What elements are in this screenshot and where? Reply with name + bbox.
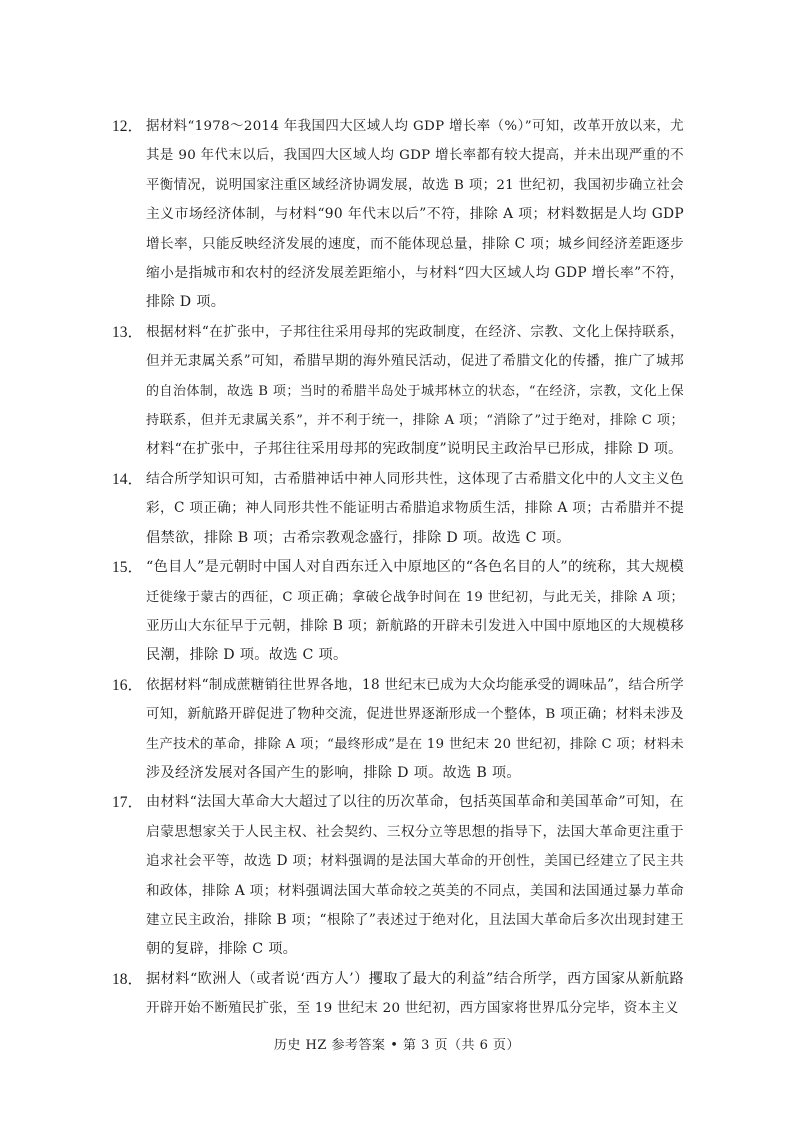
answer-line: 由材料“法国大革命大大超过了以往的历次革命，包括英国革命和美国革命”可知，在 bbox=[146, 794, 684, 811]
answer-line: 亚历山大东征早于元朝，排除 B 项；新航路的开辟未引发进入中国中原地区的大规模移 bbox=[146, 617, 684, 634]
answer-line: 生产技术的革命，排除 A 项；“最终形成”是在 19 世纪末 20 世纪初，排除 C 项；材料未 bbox=[146, 736, 684, 752]
answer-text bbox=[146, 112, 684, 318]
answer-line: 民潮，排除 D 项。故选 C 项。 bbox=[146, 647, 348, 664]
answer-line: 缩小是指城市和农村的经济发展差距缩小，与材料“四大区域人均 GDP 增长率”不符， bbox=[146, 265, 684, 282]
page-footer: 历史 HZ 参考答案 • 第 3 页（共 6 页） bbox=[273, 1038, 521, 1053]
answer-number: 14． bbox=[112, 470, 144, 488]
answer-item bbox=[112, 112, 684, 318]
answer-text bbox=[146, 465, 684, 553]
answer-line: 朝的复辟，排除 C 项。 bbox=[146, 941, 298, 958]
answer-line: 建立民主政治，排除 B 项；“根除了”表述过于绝对化，且法国大革命后多次出现封建王 bbox=[146, 911, 684, 928]
answer-line: 涉及经济发展对各国产生的影响，排除 D 项。故选 B 项。 bbox=[146, 764, 521, 781]
answer-item bbox=[112, 965, 684, 1024]
answer-item bbox=[112, 465, 684, 553]
answer-line: 其是 90 年代末以后，我国四大区域人均 GDP 增长率都有较大提高，并未出现严重的不 bbox=[146, 148, 684, 164]
answer-line: 据材料“1978～2014 年我国四大区域人均 GDP 增长率（%）”可知，改革开放以来，尤 bbox=[146, 119, 684, 134]
answer-number: 12． bbox=[112, 118, 144, 135]
answer-text bbox=[146, 553, 684, 671]
answer-line: 启蒙思想家关于人民主权、社会契约、三权分立等思想的指导下，法国大革命更注重于 bbox=[146, 823, 684, 840]
answer-line: 排除 D 项。 bbox=[146, 294, 226, 311]
answer-line: 据材料“欧洲人（或者说‘西方人’）攫取了最大的利益”结合所学，西方国家从新航路 bbox=[146, 970, 684, 987]
answer-text bbox=[146, 671, 684, 789]
answer-text bbox=[146, 965, 684, 1024]
answer-line: 材料“在扩张中，子邦往往采用母邦的宪政制度”说明民主政治早已形成，排除 D 项。 bbox=[146, 441, 683, 458]
answer-text bbox=[146, 318, 684, 465]
answer-line: 增长率，只能反映经济发展的速度，而不能体现总量，排除 C 项；城乡间经济差距逐步 bbox=[146, 235, 684, 252]
answer-line: 迁徙缘于蒙古的西征，C 项正确；拿破仑战争时间在 19 世纪初，与此无关，排除 A 项； bbox=[146, 589, 684, 605]
answer-item bbox=[112, 553, 684, 671]
answer-line: 结合所学知识可知，古希腊神话中神人同形共性，这体现了古希腊文化中的人文主义色 bbox=[146, 470, 684, 487]
answer-list bbox=[112, 112, 684, 1024]
answer-line: 可知，新航路开辟促进了物种交流，促进世界逐渐形成一个整体，B 项正确；材料未涉及 bbox=[146, 707, 684, 723]
answer-line: 彩，C 项正确；神人同形共性不能证明古希腊追求物质生活，排除 A 项；古希腊并不提 bbox=[146, 500, 684, 517]
answer-number: 16． bbox=[112, 676, 144, 694]
answer-line: 依据材料“制成蔗糖销往世界各地，18 世纪末已成为大众均能承受的调味品”，结合所学 bbox=[146, 676, 684, 693]
answer-line: “色目人”是元朝时中国人对自西东迁入中原地区的“各色名目的人”的统称，其大规模 bbox=[146, 559, 684, 576]
answer-line: 平衡情况，说明国家注重区域经济协调发展，故选 B 项；21 世纪初，我国初步确立社会 bbox=[146, 177, 684, 193]
answer-line: 倡禁欲，排除 B 项；古希宗教观念盛行，排除 D 项。故选 C 项。 bbox=[146, 529, 571, 546]
answer-line: 的自治体制，故选 B 项；当时的希腊半岛处于城邦林立的状态，“在经济，宗教，文化上保 bbox=[146, 383, 684, 399]
answer-line: 主义市场经济体制，与材料“90 年代末以后”不符，排除 A 项；材料数据是人均 GDP bbox=[146, 206, 684, 223]
answer-number: 15． bbox=[112, 559, 144, 577]
answer-line: 根据材料“在扩张中，子邦往往采用母邦的宪政制度，在经济、宗教、文化上保持联系， bbox=[146, 323, 684, 340]
answer-number: 13． bbox=[112, 323, 144, 341]
answer-line: 追求社会平等，故选 D 项；材料强调的是法国大革命的开创性，美国已经建立了民主共 bbox=[146, 853, 684, 870]
answer-text bbox=[146, 788, 684, 964]
answer-number: 18． bbox=[112, 970, 144, 988]
answer-item bbox=[112, 318, 684, 465]
answer-number: 17． bbox=[112, 794, 144, 812]
answer-line: 和政体，排除 A 项；材料强调法国大革命较之英美的不同点，美国和法国通过暴力革命 bbox=[146, 882, 684, 899]
answer-line: 开辟开始不断殖民扩张，至 19 世纪末 20 世纪初，西方国家将世界瓜分完毕，资本主义 bbox=[146, 1001, 679, 1017]
answer-item bbox=[112, 788, 684, 964]
answer-line: 但并无隶属关系”可知，希腊早期的海外殖民活动，促进了希腊文化的传播，推广了城邦 bbox=[146, 353, 684, 370]
answer-line: 持联系，但并无隶属关系”，并不利于统一，排除 A 项；“消除了”过于绝对，排除 C 项； bbox=[146, 413, 684, 429]
answer-item bbox=[112, 671, 684, 789]
